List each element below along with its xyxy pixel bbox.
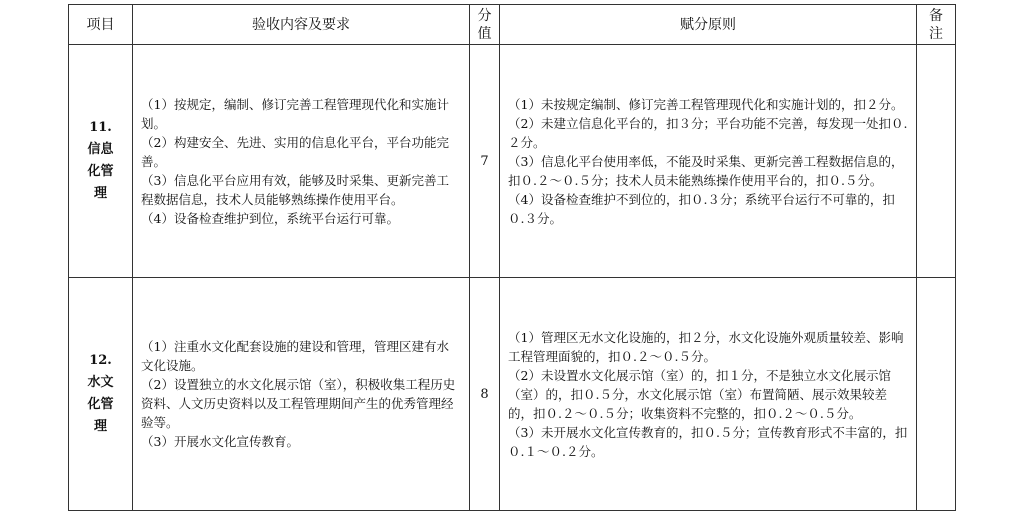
content-line: （2）构建安全、先进、实用的信息化平台，平台功能完善。 bbox=[141, 134, 449, 169]
header-score: 分值 bbox=[470, 5, 500, 45]
score-cell: 8 bbox=[470, 278, 500, 511]
remarks-cell bbox=[917, 278, 956, 511]
scoring-line: （3）未开展水文化宣传教育的，扣０.５分；宣传教育形式不丰富的，扣０.１～０.２分。 bbox=[508, 424, 908, 459]
header-row bbox=[69, 5, 956, 45]
table-row bbox=[69, 45, 956, 278]
header-remarks: 备注 bbox=[917, 5, 956, 45]
scoring-line: （4）设备检查维护不到位的，扣０.３分；系统平台运行不可靠的，扣０.３分。 bbox=[508, 191, 895, 226]
scoring-line: （2）未建立信息化平台的，扣３分；平台功能不完善，每发现一处扣０.２分。 bbox=[508, 115, 908, 150]
item-label: 11.信息化管理 bbox=[87, 120, 114, 201]
content-line: （1）按规定，编制、修订完善工程管理现代化和实施计划。 bbox=[141, 96, 449, 131]
content-line: （1）注重水文化配套设施的建设和管理，管理区建有水文化设施。 bbox=[141, 339, 449, 373]
scoring-line: （1）未按规定编制、修订完善工程管理现代化和实施计划的，扣２分。 bbox=[508, 96, 904, 112]
acceptance-table bbox=[68, 4, 956, 511]
scoring-line: （2）未设置水文化展示馆（室）的，扣１分，不是独立水文化展示馆（室）的，扣０.５分，水文化展示馆（室）布置简陋、展示效果较差的，扣０.２～０.５分；收集资料不完整的，扣０.２～０.５分。 bbox=[508, 367, 891, 421]
content-cell bbox=[133, 45, 470, 278]
item-cell bbox=[69, 45, 133, 278]
scoring-line: （1）管理区无水文化设施的，扣２分，水文化设施外观质量较差、影响工程管理面貌的，扣０.２～０.５分。 bbox=[508, 329, 904, 364]
scoring-line: （3）信息化平台使用率低，不能及时采集、更新完善工程数据信息的，扣０.２～０.５分；技术人员未能熟练操作使用平台的，扣０.５分。 bbox=[508, 153, 904, 188]
remarks-cell bbox=[917, 45, 956, 278]
content-line: （2）设置独立的水文化展示馆（室），积极收集工程历史资料、人文历史资料以及工程管理期间产生的优秀管理经验等。 bbox=[141, 377, 456, 430]
content-cell bbox=[133, 278, 470, 511]
table-row bbox=[69, 278, 956, 511]
header-item: 项目 bbox=[69, 5, 133, 45]
scoring-cell bbox=[500, 278, 917, 511]
item-cell bbox=[69, 278, 133, 511]
header-scoring: 赋分原则 bbox=[500, 5, 917, 45]
header-content: 验收内容及要求 bbox=[133, 5, 470, 45]
content-line: （3）开展水文化宣传教育。 bbox=[141, 434, 299, 449]
scoring-cell bbox=[500, 45, 917, 278]
item-label: 12.水文化管理 bbox=[87, 353, 114, 434]
content-line: （3）信息化平台应用有效，能够及时采集、更新完善工程数据信息，技术人员能够熟练操作使用平台。 bbox=[141, 172, 449, 207]
content-line: （4）设备检查维护到位，系统平台运行可靠。 bbox=[141, 210, 399, 226]
score-cell: 7 bbox=[470, 45, 500, 278]
